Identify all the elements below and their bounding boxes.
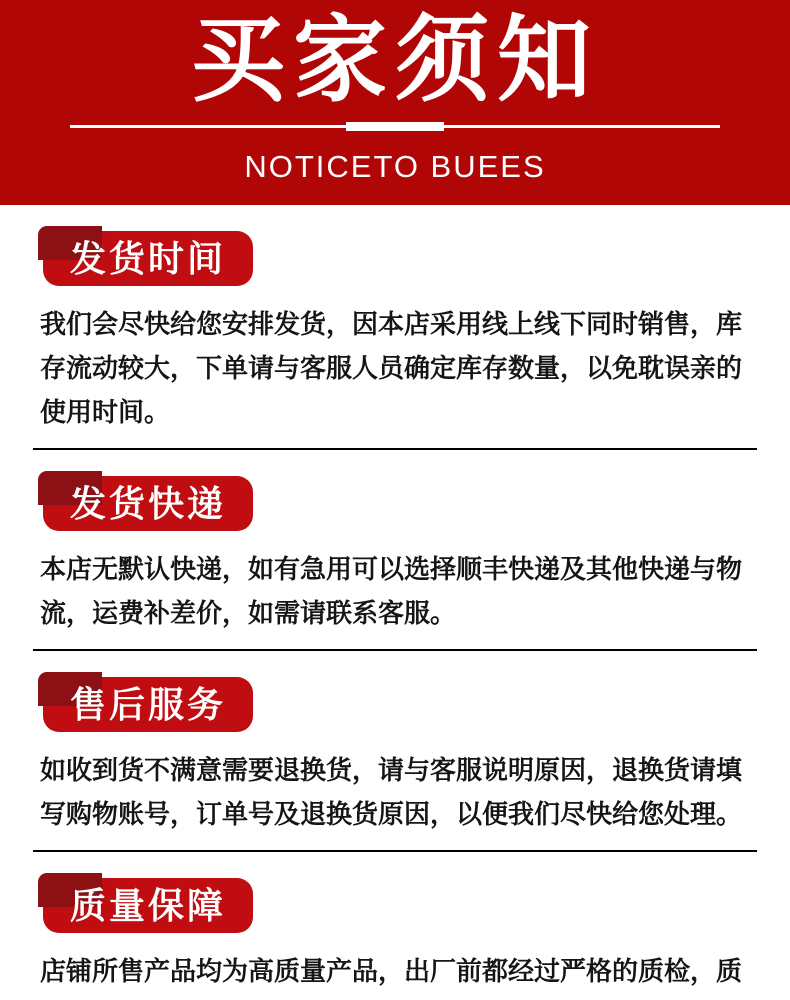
header-divider-line [70,122,720,131]
section-body-quality-assurance: 店铺所售产品均为高质量产品，出厂前都经过严格的质检，质 [40,956,743,986]
page-subtitle: NOTICETO BUEES [244,149,546,184]
section-shipping-express [33,450,757,651]
section-label-shipping-time: 发货时间 [43,231,253,286]
section-body-shipping-time: 我们会尽快给您安排发货，因本店采用线上线下同时销售，库存流动较大，下单请与客服人员确定库存数量，以免耽误亲的使用时间。 [40,309,743,427]
section-shipping-time [33,205,757,450]
section-body-shipping-express: 本店无默认快递，如有急用可以选择顺丰快递及其他快递与物流，运费补差价，如需请联系客服。 [40,554,743,628]
header-divider-center-segment [346,122,444,131]
header-banner [0,0,790,205]
section-body-after-sales-service: 如收到货不满意需要退换货，请与客服说明原因，退换货请填写购物账号，订单号及退换货原因，以便我们尽快给您处理。 [40,755,743,829]
section-label-shipping-express: 发货快递 [43,476,253,531]
section-label-quality-assurance: 质量保障 [43,878,253,933]
page-title: 买家须知 [190,7,599,112]
notice-sections [0,205,790,993]
section-label-after-sales-service: 售后服务 [43,677,253,732]
section-quality-assurance [33,852,757,993]
section-after-sales-service [33,651,757,852]
